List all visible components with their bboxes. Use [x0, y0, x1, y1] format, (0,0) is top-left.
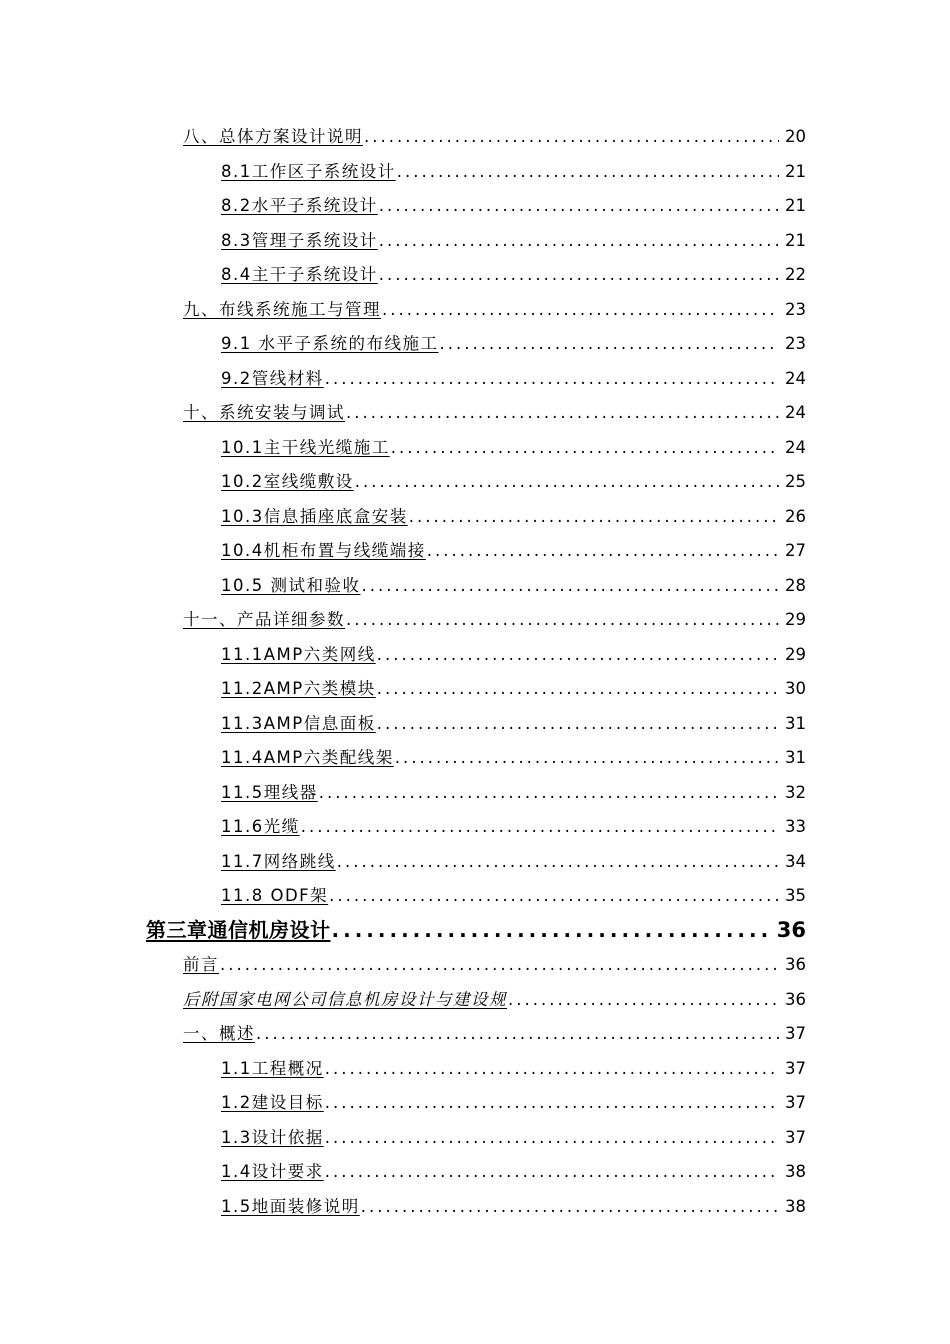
toc-page-number: 35 [785, 886, 806, 905]
toc-leader-dots [427, 540, 779, 562]
toc-entry-title[interactable]: 11.5理线器 [221, 782, 318, 802]
toc-page-number: 32 [785, 782, 806, 802]
toc-entry-title[interactable]: 11.7网络跳线 [221, 851, 336, 871]
toc-entry[interactable] [221, 782, 806, 804]
toc-page-number: 36 [776, 917, 806, 942]
toc-entry[interactable] [183, 1023, 806, 1045]
toc-page-number: 22 [785, 265, 806, 284]
toc-page-number: 33 [785, 817, 806, 836]
toc-entry-title[interactable]: 11.6光缆 [221, 817, 300, 836]
toc-page-number: 29 [785, 610, 806, 629]
toc-entry[interactable] [183, 954, 806, 976]
toc-page-number: 21 [785, 161, 806, 181]
toc-entry[interactable] [221, 1161, 806, 1183]
toc-entry[interactable] [221, 747, 806, 769]
toc-entry-title[interactable]: 8.3管理子系统设计 [221, 230, 378, 250]
toc-leader-dots [332, 917, 771, 943]
toc-entry-title[interactable]: 第三章通信机房设计 [146, 917, 331, 942]
toc-chapter-entry[interactable] [146, 917, 806, 943]
toc-leader-dots [379, 230, 779, 252]
toc-page-number: 21 [785, 230, 806, 250]
toc-entry-title[interactable]: 八、总体方案设计说明 [183, 127, 363, 146]
toc-entry[interactable] [221, 368, 806, 390]
toc-page-number: 34 [785, 851, 806, 871]
toc-entry-title[interactable]: 11.3AMP信息面板 [221, 713, 376, 733]
toc-entry-title[interactable]: 前言 [183, 955, 219, 974]
toc-entry-title[interactable]: 1.3设计依据 [221, 1127, 324, 1147]
toc-leader-dots [361, 1196, 779, 1218]
toc-entry[interactable] [221, 540, 806, 562]
toc-leader-dots [220, 954, 779, 976]
toc-leader-dots [301, 816, 779, 838]
toc-entry[interactable] [221, 885, 806, 907]
toc-entry-title[interactable]: 1.2建设目标 [221, 1093, 324, 1112]
toc-page-number: 38 [785, 1196, 806, 1216]
toc-leader-dots [325, 1058, 779, 1080]
toc-entry-title[interactable]: 十一、产品详细参数 [183, 610, 345, 629]
toc-entry[interactable] [221, 161, 806, 183]
toc-entry[interactable] [221, 575, 806, 597]
toc-leader-dots [391, 437, 779, 459]
toc-entry[interactable] [221, 713, 806, 735]
toc-entry-title[interactable]: 9.1 水平子系统的布线施工 [221, 334, 439, 353]
toc-entry[interactable] [221, 437, 806, 459]
toc-leader-dots [329, 885, 779, 907]
toc-entry-title[interactable]: 10.1主干线光缆施工 [221, 437, 390, 457]
toc-entry[interactable] [183, 126, 806, 148]
toc-leader-dots [395, 747, 779, 769]
toc-page-number: 23 [785, 334, 806, 353]
toc-entry[interactable] [221, 816, 806, 838]
toc-page-number: 24 [785, 403, 806, 422]
toc-entry[interactable] [221, 333, 806, 355]
toc-page-number: 31 [785, 713, 806, 733]
toc-entry-title[interactable]: 10.2室线缆敷设 [221, 472, 354, 491]
toc-entry[interactable] [183, 609, 806, 631]
toc-entry[interactable] [221, 230, 806, 252]
toc-leader-dots [377, 713, 779, 735]
toc-entry-title[interactable]: 11.8 ODF架 [221, 886, 329, 905]
toc-page-number: 20 [785, 127, 806, 146]
toc-entry[interactable] [221, 506, 806, 528]
toc-entry[interactable] [221, 1058, 806, 1080]
toc-entry-title[interactable]: 9.2管线材料 [221, 368, 324, 388]
toc-entry-title[interactable]: 8.1工作区子系统设计 [221, 161, 396, 181]
toc-leader-dots [508, 989, 779, 1011]
toc-leader-dots [409, 506, 779, 528]
toc-leader-dots [379, 264, 779, 286]
toc-entry[interactable] [221, 644, 806, 666]
toc-page-number: 28 [785, 575, 806, 595]
toc-entry-title[interactable]: 1.1工程概况 [221, 1058, 324, 1078]
toc-page-number: 27 [785, 541, 806, 560]
toc-page-number: 36 [785, 989, 806, 1009]
toc-leader-dots [397, 161, 779, 183]
toc-page-number: 25 [785, 472, 806, 491]
toc-page-number: 24 [785, 368, 806, 388]
toc-page-number: 21 [785, 196, 806, 215]
toc-entry-title[interactable]: 11.4AMP六类配线架 [221, 748, 394, 767]
toc-entry-title[interactable]: 1.5地面装修说明 [221, 1196, 360, 1216]
toc-entry-title[interactable]: 后附国家电网公司信息机房设计与建设规 [183, 989, 507, 1009]
toc-leader-dots [440, 333, 780, 355]
toc-leader-dots [325, 368, 779, 390]
toc-page-number: 30 [785, 679, 806, 698]
toc-leader-dots [355, 471, 779, 493]
toc-page-number: 24 [785, 437, 806, 457]
toc-leader-dots [377, 678, 779, 700]
toc-entry-title[interactable]: 十、系统安装与调试 [183, 403, 345, 422]
toc-leader-dots [319, 782, 779, 804]
toc-leader-dots [379, 195, 779, 217]
toc-entry[interactable] [183, 989, 806, 1011]
toc-page-number: 37 [785, 1093, 806, 1112]
toc-leader-dots [256, 1023, 779, 1045]
toc-entry-title[interactable]: 一、概述 [183, 1024, 255, 1043]
toc-entry[interactable] [221, 678, 806, 700]
toc-entry-title[interactable]: 九、布线系统施工与管理 [183, 299, 381, 319]
toc-leader-dots [337, 851, 779, 873]
toc-entry[interactable] [221, 195, 806, 217]
toc-entry[interactable] [221, 851, 806, 873]
toc-leader-dots [346, 609, 779, 631]
toc-page-number: 38 [785, 1162, 806, 1181]
toc-entry-title[interactable]: 10.4机柜布置与线缆端接 [221, 541, 426, 560]
toc-page-number: 37 [785, 1058, 806, 1078]
toc-leader-dots [382, 299, 779, 321]
toc-page-number: 37 [785, 1127, 806, 1147]
toc-leader-dots [364, 126, 779, 148]
toc-leader-dots [325, 1092, 779, 1114]
toc-entry-title[interactable]: 8.4主干子系统设计 [221, 265, 378, 284]
toc-page-number: 31 [785, 748, 806, 767]
toc-leader-dots [325, 1127, 779, 1149]
toc-page-number: 36 [785, 955, 806, 974]
toc-page-number: 26 [785, 506, 806, 526]
toc-leader-dots [325, 1161, 779, 1183]
toc-page-number: 23 [785, 299, 806, 319]
toc-entry[interactable] [221, 471, 806, 493]
toc-entry-title[interactable]: 10.3信息插座底盒安装 [221, 506, 408, 526]
toc-entry-title[interactable]: 1.4设计要求 [221, 1162, 324, 1181]
toc-entry[interactable] [221, 1092, 806, 1114]
toc-page-number: 37 [785, 1024, 806, 1043]
toc-entry-title[interactable]: 11.2AMP六类模块 [221, 679, 376, 698]
toc-entry[interactable] [183, 299, 806, 321]
toc-entry[interactable] [183, 402, 806, 424]
toc-leader-dots [346, 402, 779, 424]
toc-entry-title[interactable]: 11.1AMP六类网线 [221, 644, 376, 664]
toc-entry-title[interactable]: 10.5 测试和验收 [221, 575, 361, 595]
toc-entry[interactable] [221, 1196, 806, 1218]
toc-entry[interactable] [221, 1127, 806, 1149]
toc-leader-dots [377, 644, 779, 666]
toc-entry-title[interactable]: 8.2水平子系统设计 [221, 196, 378, 215]
toc-entry[interactable] [221, 264, 806, 286]
toc-leader-dots [361, 575, 779, 597]
toc-page-number: 29 [785, 644, 806, 664]
